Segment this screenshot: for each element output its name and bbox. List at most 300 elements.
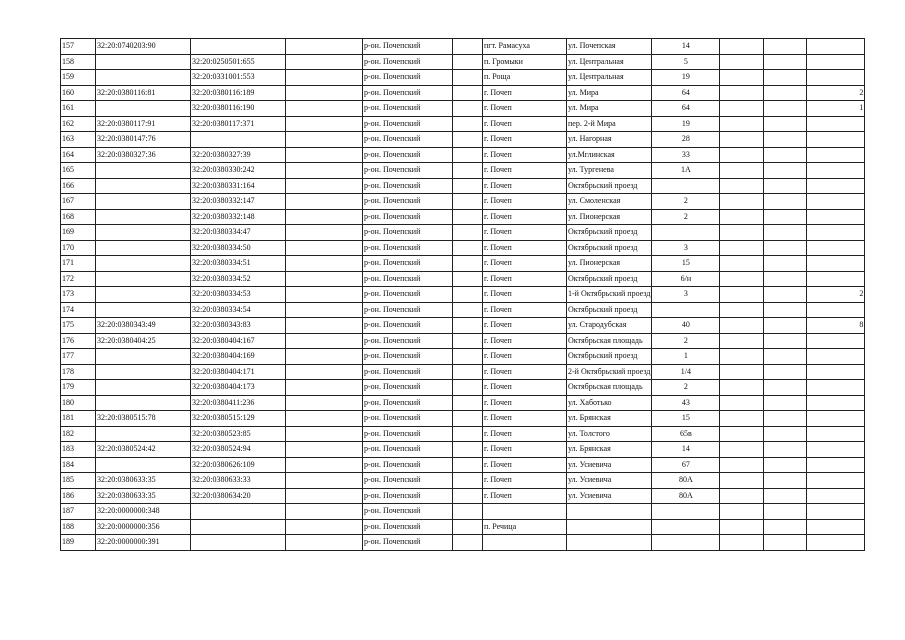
row-number: 168 — [61, 209, 96, 225]
cadastral-number-land — [96, 70, 191, 86]
table-row — [61, 70, 865, 86]
locality: г. Почеп — [483, 488, 567, 504]
locality: г. Почеп — [483, 85, 567, 101]
house-number: 28 — [652, 132, 720, 148]
empty-cell — [286, 302, 363, 318]
empty-cell — [764, 209, 807, 225]
house-number: 19 — [652, 116, 720, 132]
empty-cell — [720, 147, 764, 163]
empty-cell — [453, 349, 483, 365]
empty-cell — [453, 116, 483, 132]
district: р-он. Почепский — [363, 54, 453, 70]
locality: г. Почеп — [483, 116, 567, 132]
locality: г. Почеп — [483, 395, 567, 411]
cadastral-number-building — [191, 132, 286, 148]
table-row — [61, 132, 865, 148]
row-number: 170 — [61, 240, 96, 256]
empty-cell — [453, 488, 483, 504]
table-row — [61, 147, 865, 163]
count: 2 — [807, 85, 865, 101]
house-number: 5 — [652, 54, 720, 70]
row-number: 169 — [61, 225, 96, 241]
cadastral-number-land — [96, 426, 191, 442]
empty-cell — [453, 256, 483, 272]
empty-cell — [286, 70, 363, 86]
row-number: 165 — [61, 163, 96, 179]
cadastral-number-building: 32:20:0380334:52 — [191, 271, 286, 287]
street: ул. Усиевича — [567, 473, 652, 489]
district: р-он. Почепский — [363, 163, 453, 179]
empty-cell — [720, 225, 764, 241]
table-row — [61, 473, 865, 489]
count — [807, 302, 865, 318]
empty-cell — [720, 240, 764, 256]
district: р-он. Почепский — [363, 349, 453, 365]
empty-cell — [453, 240, 483, 256]
cadastral-number-land — [96, 364, 191, 380]
district: р-он. Почепский — [363, 194, 453, 210]
empty-cell — [286, 116, 363, 132]
table-row — [61, 240, 865, 256]
row-number: 161 — [61, 101, 96, 117]
street: ул. Центральная — [567, 54, 652, 70]
locality: г. Почеп — [483, 457, 567, 473]
table-row — [61, 116, 865, 132]
row-number: 166 — [61, 178, 96, 194]
cadastral-number-building: 32:20:0380524:94 — [191, 442, 286, 458]
row-number: 173 — [61, 287, 96, 303]
cadastral-number-building: 32:20:0380334:51 — [191, 256, 286, 272]
empty-cell — [720, 194, 764, 210]
empty-cell — [764, 380, 807, 396]
empty-cell — [720, 163, 764, 179]
district: р-он. Почепский — [363, 256, 453, 272]
house-number: 67 — [652, 457, 720, 473]
empty-cell — [453, 395, 483, 411]
district: р-он. Почепский — [363, 457, 453, 473]
row-number: 176 — [61, 333, 96, 349]
empty-cell — [453, 411, 483, 427]
cadastral-number-building: 32:20:0380515:129 — [191, 411, 286, 427]
count — [807, 426, 865, 442]
count — [807, 209, 865, 225]
empty-cell — [764, 287, 807, 303]
empty-cell — [286, 54, 363, 70]
locality: п. Речица — [483, 519, 567, 535]
locality — [483, 535, 567, 551]
house-number: 3 — [652, 240, 720, 256]
empty-cell — [453, 163, 483, 179]
empty-cell — [720, 132, 764, 148]
district: р-он. Почепский — [363, 39, 453, 55]
street: Октябрьский проезд — [567, 271, 652, 287]
count — [807, 70, 865, 86]
empty-cell — [720, 442, 764, 458]
house-number: 15 — [652, 256, 720, 272]
table-row — [61, 457, 865, 473]
table-row — [61, 519, 865, 535]
cadastral-number-building — [191, 39, 286, 55]
empty-cell — [720, 488, 764, 504]
locality: г. Почеп — [483, 426, 567, 442]
street — [567, 519, 652, 535]
count — [807, 442, 865, 458]
empty-cell — [286, 519, 363, 535]
cadastral-number-land — [96, 457, 191, 473]
empty-cell — [764, 318, 807, 334]
house-number: 15 — [652, 411, 720, 427]
empty-cell — [453, 209, 483, 225]
empty-cell — [764, 488, 807, 504]
street: ул. Тургенева — [567, 163, 652, 179]
district: р-он. Почепский — [363, 85, 453, 101]
cadastral-number-land — [96, 395, 191, 411]
table-row — [61, 209, 865, 225]
cadastral-number-land — [96, 287, 191, 303]
district: р-он. Почепский — [363, 411, 453, 427]
empty-cell — [286, 318, 363, 334]
empty-cell — [286, 39, 363, 55]
locality: г. Почеп — [483, 163, 567, 179]
empty-cell — [453, 442, 483, 458]
count — [807, 116, 865, 132]
count — [807, 457, 865, 473]
empty-cell — [764, 457, 807, 473]
cadastral-number-land: 32:20:0380515:78 — [96, 411, 191, 427]
locality: г. Почеп — [483, 442, 567, 458]
cadastral-number-land: 32:20:0380343:49 — [96, 318, 191, 334]
house-number: 80А — [652, 473, 720, 489]
house-number: 14 — [652, 39, 720, 55]
house-number: 65в — [652, 426, 720, 442]
house-number: 3 — [652, 287, 720, 303]
street: ул. Усиевича — [567, 488, 652, 504]
empty-cell — [286, 395, 363, 411]
count — [807, 147, 865, 163]
cadastral-number-building: 32:20:0380334:50 — [191, 240, 286, 256]
house-number: 2 — [652, 209, 720, 225]
row-number: 159 — [61, 70, 96, 86]
row-number: 174 — [61, 302, 96, 318]
empty-cell — [453, 271, 483, 287]
empty-cell — [453, 70, 483, 86]
empty-cell — [764, 85, 807, 101]
locality: г. Почеп — [483, 333, 567, 349]
cadastral-number-land: 32:20:0740203:90 — [96, 39, 191, 55]
empty-cell — [764, 442, 807, 458]
empty-cell — [720, 116, 764, 132]
empty-cell — [764, 256, 807, 272]
empty-cell — [286, 364, 363, 380]
row-number: 188 — [61, 519, 96, 535]
street: Октябрьский проезд — [567, 240, 652, 256]
empty-cell — [453, 225, 483, 241]
count: 8 — [807, 318, 865, 334]
empty-cell — [720, 395, 764, 411]
count — [807, 380, 865, 396]
empty-cell — [720, 70, 764, 86]
count — [807, 519, 865, 535]
row-number: 167 — [61, 194, 96, 210]
row-number: 175 — [61, 318, 96, 334]
cadastral-number-building: 32:20:0380117:371 — [191, 116, 286, 132]
empty-cell — [764, 54, 807, 70]
table-row — [61, 85, 865, 101]
empty-cell — [453, 504, 483, 520]
house-number: 1/4 — [652, 364, 720, 380]
count — [807, 488, 865, 504]
cadastral-number-land — [96, 209, 191, 225]
count — [807, 225, 865, 241]
house-number: 64 — [652, 85, 720, 101]
district: р-он. Почепский — [363, 364, 453, 380]
locality — [483, 504, 567, 520]
cadastral-number-land: 32:20:0000000:348 — [96, 504, 191, 520]
house-number — [652, 225, 720, 241]
street: 1-й Октябрьский проезд — [567, 287, 652, 303]
cadastral-number-land: 32:20:0000000:356 — [96, 519, 191, 535]
cadastral-number-building: 32:20:0380404:171 — [191, 364, 286, 380]
count — [807, 256, 865, 272]
table-row — [61, 426, 865, 442]
cadastral-number-land — [96, 225, 191, 241]
locality: г. Почеп — [483, 302, 567, 318]
empty-cell — [764, 225, 807, 241]
count: 2 — [807, 287, 865, 303]
row-number: 157 — [61, 39, 96, 55]
table-row — [61, 364, 865, 380]
empty-cell — [286, 442, 363, 458]
empty-cell — [720, 54, 764, 70]
cadastral-number-land — [96, 101, 191, 117]
district: р-он. Почепский — [363, 395, 453, 411]
district: р-он. Почепский — [363, 240, 453, 256]
empty-cell — [764, 504, 807, 520]
district: р-он. Почепский — [363, 147, 453, 163]
cadastral-number-building: 32:20:0380334:54 — [191, 302, 286, 318]
house-number — [652, 504, 720, 520]
house-number: 80А — [652, 488, 720, 504]
cadastral-number-building: 32:20:0380404:167 — [191, 333, 286, 349]
empty-cell — [720, 364, 764, 380]
table-row — [61, 380, 865, 396]
house-number — [652, 535, 720, 551]
empty-cell — [453, 457, 483, 473]
locality: г. Почеп — [483, 318, 567, 334]
district: р-он. Почепский — [363, 504, 453, 520]
empty-cell — [286, 504, 363, 520]
house-number — [652, 519, 720, 535]
empty-cell — [764, 364, 807, 380]
house-number — [652, 302, 720, 318]
empty-cell — [720, 85, 764, 101]
cadastral-number-building: 32:20:0380332:147 — [191, 194, 286, 210]
empty-cell — [286, 85, 363, 101]
district: р-он. Почепский — [363, 333, 453, 349]
empty-cell — [720, 504, 764, 520]
row-number: 158 — [61, 54, 96, 70]
empty-cell — [764, 519, 807, 535]
locality: г. Почеп — [483, 101, 567, 117]
empty-cell — [720, 333, 764, 349]
empty-cell — [764, 411, 807, 427]
empty-cell — [286, 457, 363, 473]
street: ул. Брянская — [567, 442, 652, 458]
empty-cell — [720, 39, 764, 55]
cadastral-number-land: 32:20:0380404:25 — [96, 333, 191, 349]
house-number: 64 — [652, 101, 720, 117]
street: ул. Хаботько — [567, 395, 652, 411]
table-row — [61, 349, 865, 365]
cadastral-number-land — [96, 380, 191, 396]
cadastral-number-land — [96, 271, 191, 287]
row-number: 184 — [61, 457, 96, 473]
empty-cell — [286, 132, 363, 148]
count: 1 — [807, 101, 865, 117]
count — [807, 535, 865, 551]
row-number: 183 — [61, 442, 96, 458]
empty-cell — [453, 519, 483, 535]
empty-cell — [764, 535, 807, 551]
house-number — [652, 178, 720, 194]
empty-cell — [764, 333, 807, 349]
empty-cell — [286, 349, 363, 365]
street: 2-й Октябрьский проезд — [567, 364, 652, 380]
count — [807, 333, 865, 349]
empty-cell — [764, 271, 807, 287]
street: ул. Брянская — [567, 411, 652, 427]
cadastral-number-land: 32:20:0380633:35 — [96, 488, 191, 504]
empty-cell — [286, 225, 363, 241]
cadastral-number-building: 32:20:0380332:148 — [191, 209, 286, 225]
cadastral-number-building: 32:20:0380634:20 — [191, 488, 286, 504]
empty-cell — [764, 132, 807, 148]
empty-cell — [453, 473, 483, 489]
empty-cell — [286, 271, 363, 287]
district: р-он. Почепский — [363, 302, 453, 318]
cadastral-number-land: 32:20:0380116:81 — [96, 85, 191, 101]
empty-cell — [720, 411, 764, 427]
cadastral-number-building — [191, 535, 286, 551]
street: Октябрьский проезд — [567, 302, 652, 318]
register-table — [60, 38, 865, 551]
row-number: 181 — [61, 411, 96, 427]
street: Октябрьский проезд — [567, 349, 652, 365]
count — [807, 504, 865, 520]
empty-cell — [286, 256, 363, 272]
empty-cell — [453, 333, 483, 349]
street: ул. Стародубская — [567, 318, 652, 334]
empty-cell — [453, 101, 483, 117]
cadastral-number-building: 32:20:0380116:189 — [191, 85, 286, 101]
locality: п. Громыки — [483, 54, 567, 70]
empty-cell — [286, 147, 363, 163]
house-number: 2 — [652, 333, 720, 349]
cadastral-number-building: 32:20:0331001:553 — [191, 70, 286, 86]
row-number: 164 — [61, 147, 96, 163]
empty-cell — [453, 39, 483, 55]
row-number: 187 — [61, 504, 96, 520]
row-number: 179 — [61, 380, 96, 396]
cadastral-number-building: 32:20:0380116:190 — [191, 101, 286, 117]
empty-cell — [286, 411, 363, 427]
street: пер. 2-й Мира — [567, 116, 652, 132]
count — [807, 194, 865, 210]
table-row — [61, 54, 865, 70]
cadastral-number-land — [96, 240, 191, 256]
table-row — [61, 39, 865, 55]
count — [807, 240, 865, 256]
cadastral-number-building: 32:20:0380523:85 — [191, 426, 286, 442]
row-number: 162 — [61, 116, 96, 132]
table-row — [61, 411, 865, 427]
district: р-он. Почепский — [363, 178, 453, 194]
cadastral-number-building: 32:20:0380404:169 — [191, 349, 286, 365]
district: р-он. Почепский — [363, 70, 453, 86]
locality: г. Почеп — [483, 132, 567, 148]
table-row — [61, 442, 865, 458]
empty-cell — [764, 395, 807, 411]
empty-cell — [764, 194, 807, 210]
empty-cell — [286, 209, 363, 225]
table-row — [61, 225, 865, 241]
cadastral-number-land — [96, 302, 191, 318]
locality: г. Почеп — [483, 240, 567, 256]
locality: г. Почеп — [483, 194, 567, 210]
street: Октябрьская площадь — [567, 333, 652, 349]
district: р-он. Почепский — [363, 209, 453, 225]
locality: г. Почеп — [483, 271, 567, 287]
district: р-он. Почепский — [363, 225, 453, 241]
house-number: 33 — [652, 147, 720, 163]
cadastral-number-land — [96, 54, 191, 70]
house-number: 43 — [652, 395, 720, 411]
cadastral-number-land: 32:20:0380633:35 — [96, 473, 191, 489]
street: ул. Смоленская — [567, 194, 652, 210]
table-row — [61, 535, 865, 551]
house-number: 1А — [652, 163, 720, 179]
street: ул. Нагорная — [567, 132, 652, 148]
table-row — [61, 271, 865, 287]
district: р-он. Почепский — [363, 535, 453, 551]
empty-cell — [764, 147, 807, 163]
empty-cell — [286, 488, 363, 504]
count — [807, 271, 865, 287]
empty-cell — [453, 364, 483, 380]
table-row — [61, 194, 865, 210]
street: Октябрьский проезд — [567, 225, 652, 241]
empty-cell — [720, 535, 764, 551]
table-row — [61, 395, 865, 411]
empty-cell — [453, 302, 483, 318]
locality: пгт. Рамасуха — [483, 39, 567, 55]
locality: г. Почеп — [483, 349, 567, 365]
district: р-он. Почепский — [363, 318, 453, 334]
empty-cell — [720, 457, 764, 473]
street: ул. Мира — [567, 85, 652, 101]
empty-cell — [720, 209, 764, 225]
house-number: 19 — [652, 70, 720, 86]
cadastral-number-land — [96, 178, 191, 194]
empty-cell — [764, 426, 807, 442]
count — [807, 163, 865, 179]
house-number: 14 — [652, 442, 720, 458]
street: Октябрьская площадь — [567, 380, 652, 396]
locality: г. Почеп — [483, 178, 567, 194]
count — [807, 411, 865, 427]
count — [807, 364, 865, 380]
table-row — [61, 318, 865, 334]
